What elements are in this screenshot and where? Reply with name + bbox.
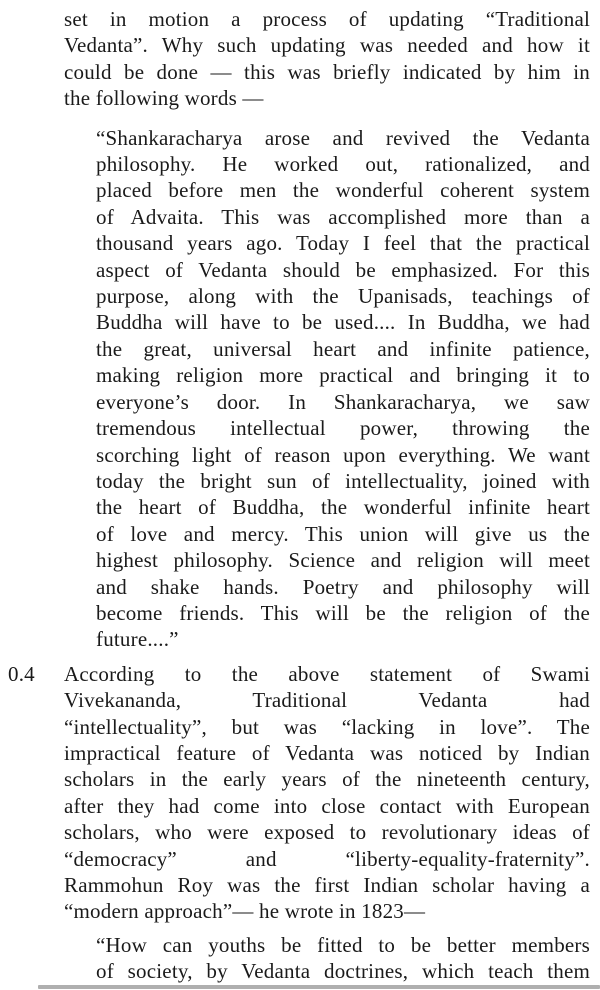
text-line: aspect of Vedanta should be emphasized. For this <box>96 257 590 282</box>
text-line: future....” <box>96 627 179 652</box>
text-line: the following words — <box>64 86 264 111</box>
text-line: everyone’s door. In Shankaracharya, we saw <box>96 389 590 414</box>
text-line: Rammohun Roy was the first Indian scholar having a <box>64 873 590 897</box>
text-line: could be done — this was briefly indicated by him in <box>64 59 590 84</box>
paragraph <box>64 6 590 112</box>
text-line: scholars, who were exposed to revolutionary ideas of <box>64 820 590 845</box>
text-line: become friends. This will be the religion of the <box>96 600 590 625</box>
text-line: Vedanta”. Why such updating was needed and how it <box>64 33 590 58</box>
text-line: today the bright sun of intellectuality, joined with <box>96 468 590 493</box>
text-line: after they had come into close contact with European <box>64 793 590 818</box>
text-line: placed before men the wonderful coherent system <box>96 178 590 203</box>
text-line: of society, by Vedanta doctrines, which teach them <box>96 959 590 984</box>
text-line: purpose, along with the Upanisads, teachings of <box>96 284 590 309</box>
paragraph <box>8 661 590 925</box>
text-block <box>8 6 590 985</box>
text-line: tremendous intellectual power, throwing the <box>96 416 590 441</box>
text-line: “democracy” and “liberty-equality-fraternity”. <box>64 846 590 871</box>
block-quote <box>96 125 590 653</box>
text-line: and shake hands. Poetry and philosophy will <box>96 574 590 599</box>
text-line: the great, universal heart and infinite patience, <box>96 336 590 361</box>
text-line: making religion more practical and bringing it to <box>96 363 590 388</box>
text-line: Vivekananda, Traditional Vedanta had <box>64 688 590 713</box>
text-line: scorching light of reason upon everything. We want <box>96 442 590 467</box>
text-line: impractical feature of Vedanta was noticed by Indian <box>64 740 590 765</box>
text-line: thousand years ago. Today I feel that the practical <box>96 231 590 256</box>
text-line: the heart of Buddha, the wonderful infinite heart <box>96 495 590 520</box>
text-line: Buddha will have to be used.... In Buddha, we had <box>96 310 590 335</box>
text-line: philosophy. He worked out, rationalized, and <box>96 152 590 177</box>
text-line: of Advaita. This was accomplished more than a <box>96 204 590 229</box>
text-line: “How can youths be fitted to be better members <box>96 932 590 957</box>
scan-edge-artifact <box>38 985 600 989</box>
text-line: “intellectuality”, but was “lacking in love”. The <box>64 714 590 739</box>
text-line: highest philosophy. Science and religion will meet <box>96 548 590 573</box>
paragraph-number: 0.4 <box>8 661 35 686</box>
block-quote <box>96 932 590 985</box>
text-line: of love and mercy. This union will give us the <box>96 521 590 546</box>
text-line: “Shankaracharya arose and revived the Vedanta <box>96 125 590 150</box>
text-line: scholars in the early years of the nineteenth century, <box>64 767 590 792</box>
text-line: set in motion a process of updating “Traditional <box>64 7 590 31</box>
text-line: “modern approach”— he wrote in 1823— <box>64 899 426 924</box>
text-line: According to the above statement of Swami <box>64 661 590 686</box>
